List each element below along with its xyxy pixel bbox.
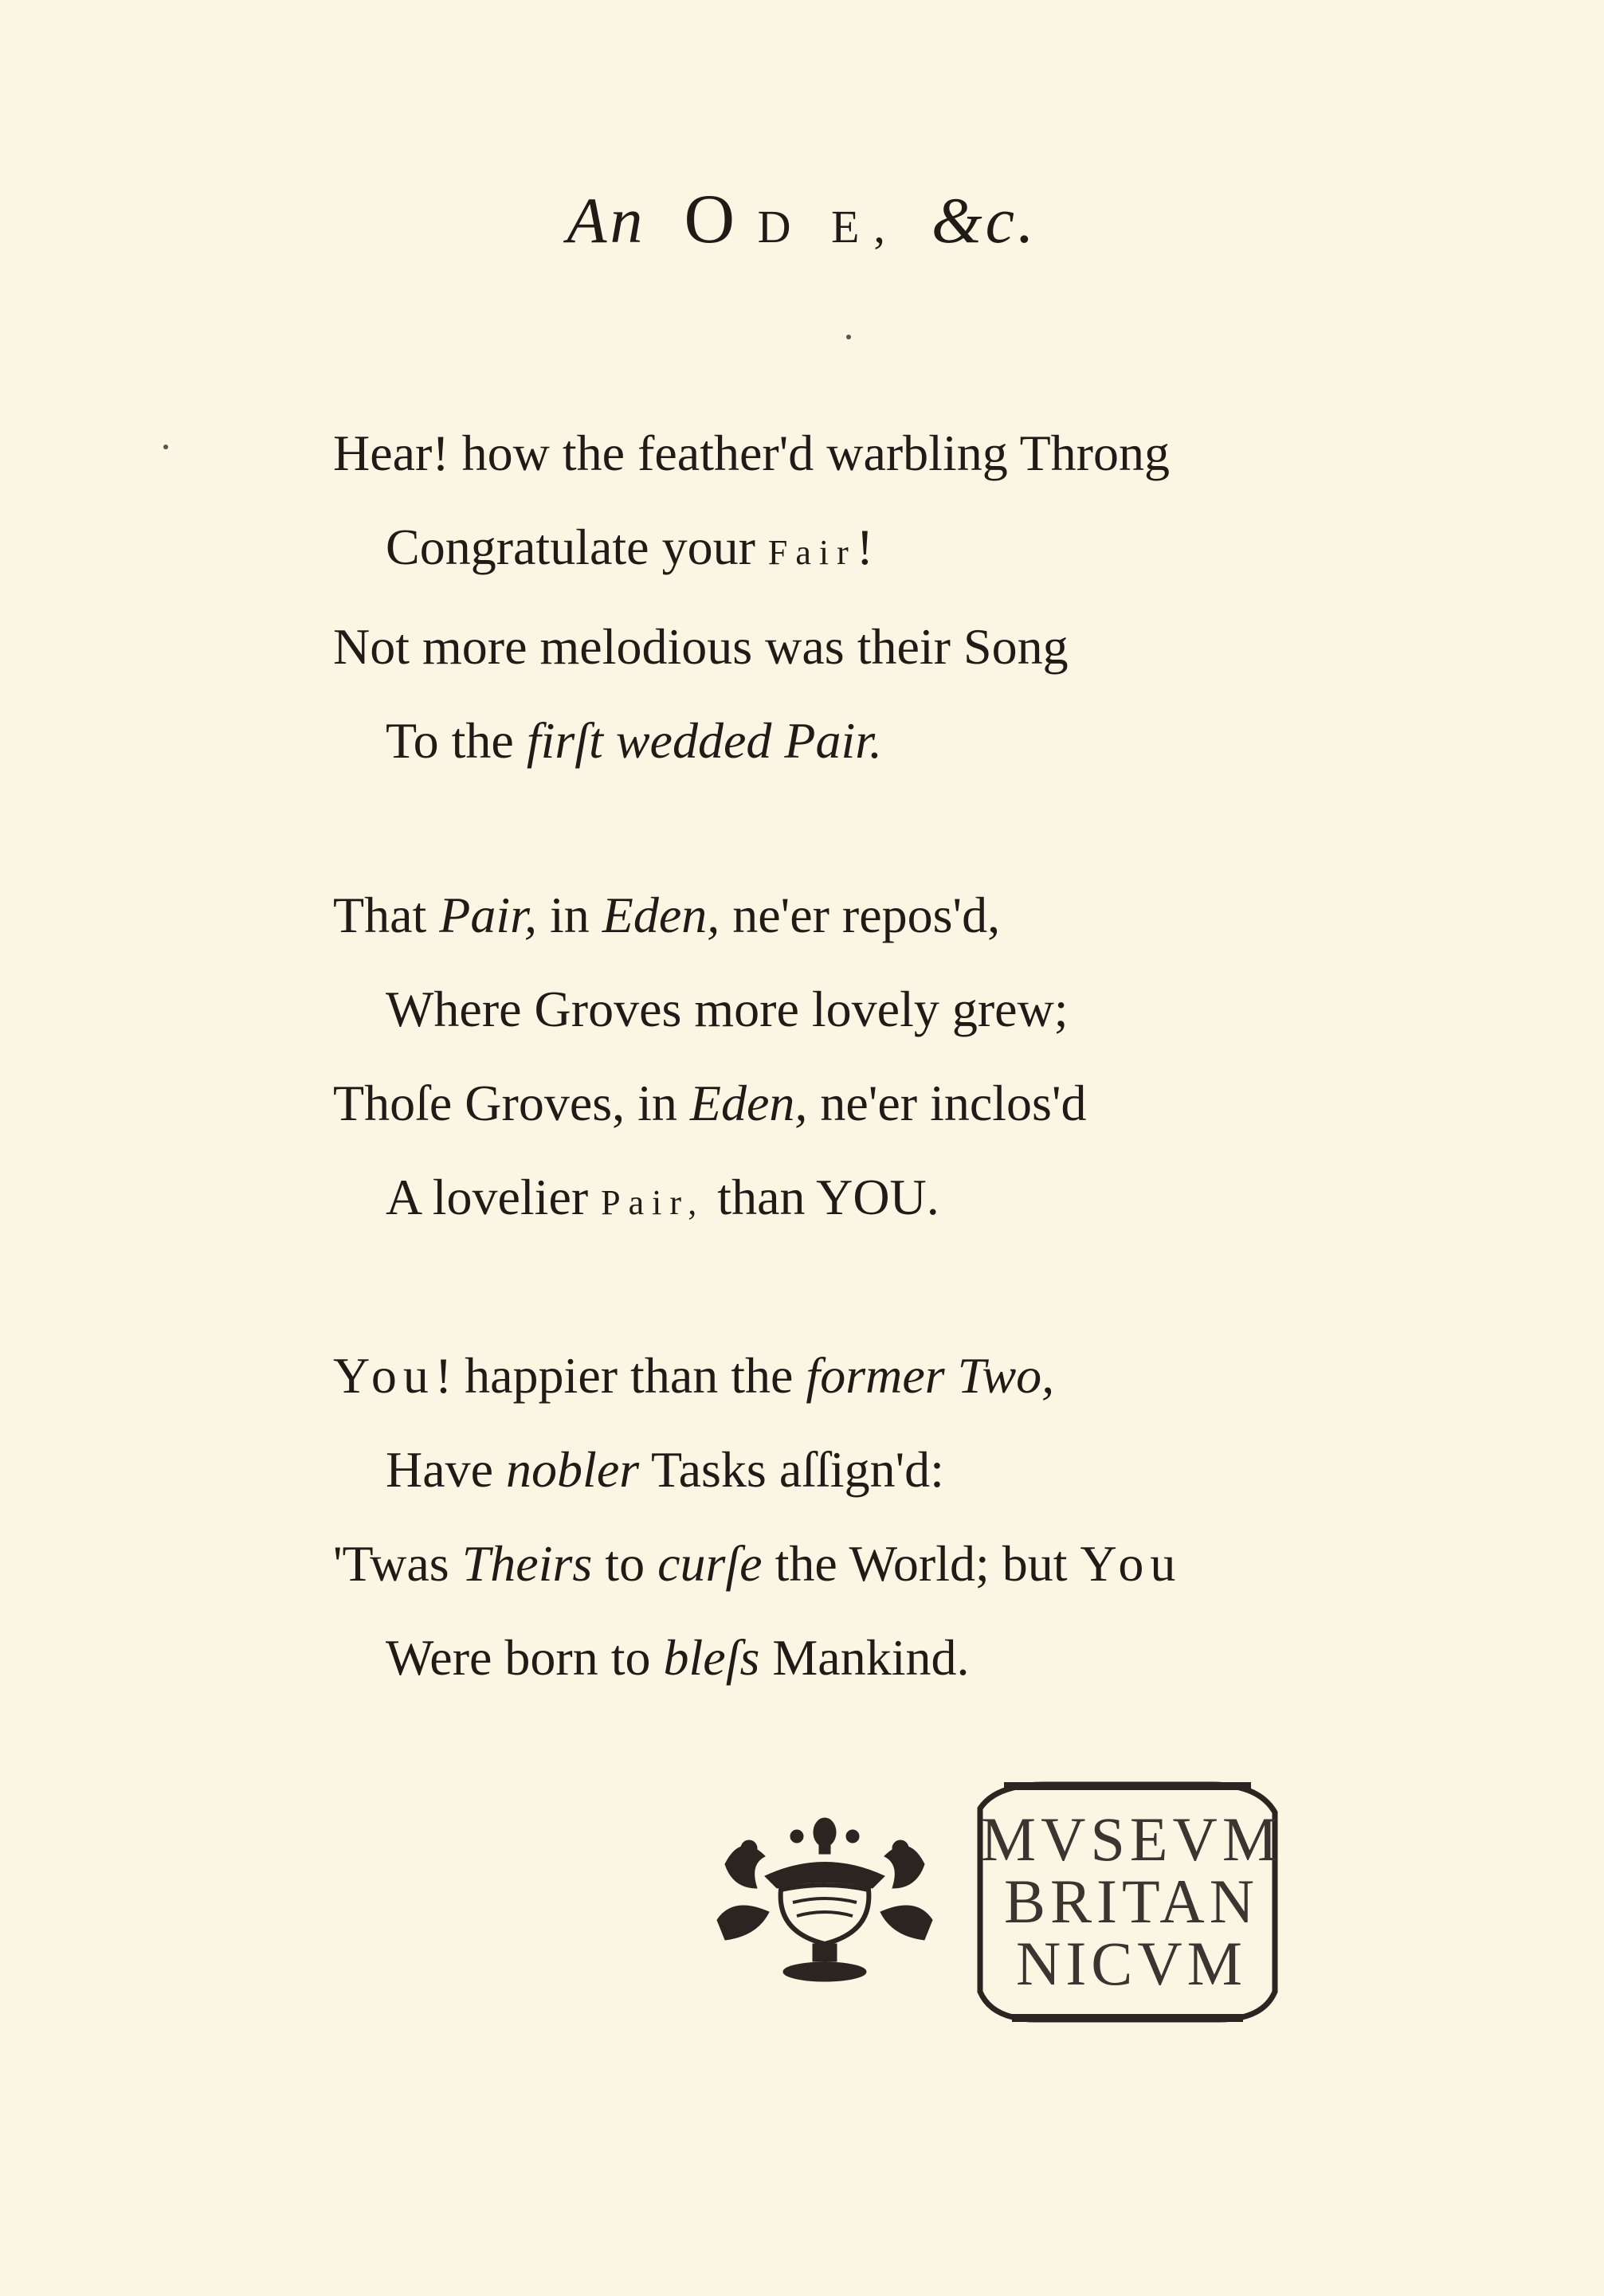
verse-line: A lovelier Pair, than YOU.	[386, 1169, 939, 1225]
verse-line: 'Twas Theirs to curſe the World; but You	[333, 1535, 1182, 1592]
ink-speck	[163, 445, 168, 449]
ink-speck	[846, 335, 851, 339]
verse-line: Thoſe Groves, in Eden, ne'er inclos'd	[333, 1075, 1087, 1131]
page-title	[0, 179, 1604, 260]
stanza-2	[333, 868, 1385, 1250]
verse-line: Have nobler Tasks aſſign'd:	[386, 1441, 944, 1498]
title-ode-rest: D E,	[757, 201, 900, 253]
title-an: An	[567, 184, 646, 257]
stamp-line-2: BRITAN	[1003, 1867, 1260, 1936]
urn-ornament-icon	[709, 1800, 940, 1992]
verse-line: Were born to bleſs Mankind.	[386, 1629, 970, 1686]
verse-line: Congratulate your Fair!	[386, 519, 874, 575]
stanza-3	[333, 1329, 1385, 1705]
title-etc: &c.	[931, 184, 1037, 257]
title-ode-initial: O	[684, 181, 739, 258]
stamp-text	[980, 1804, 1283, 1998]
verse-line: You! happier than the former Two,	[333, 1347, 1055, 1404]
stamp-line-1: MVSEVM	[980, 1804, 1283, 1874]
stanza-1	[333, 406, 1385, 788]
verse-line: Hear! how the feather'd warbling Throng	[333, 425, 1170, 481]
stamp-line-3: NICVM	[1015, 1929, 1247, 1998]
museum-stamp	[948, 1777, 1307, 2032]
verse-line: To the firſt wedded Pair.	[386, 712, 883, 769]
verse-line: Where Groves more lovely grew;	[386, 981, 1069, 1037]
verse-line: Not more melodious was their Song	[333, 618, 1069, 675]
verse-line: That Pair, in Eden, ne'er repos'd,	[333, 887, 1001, 943]
